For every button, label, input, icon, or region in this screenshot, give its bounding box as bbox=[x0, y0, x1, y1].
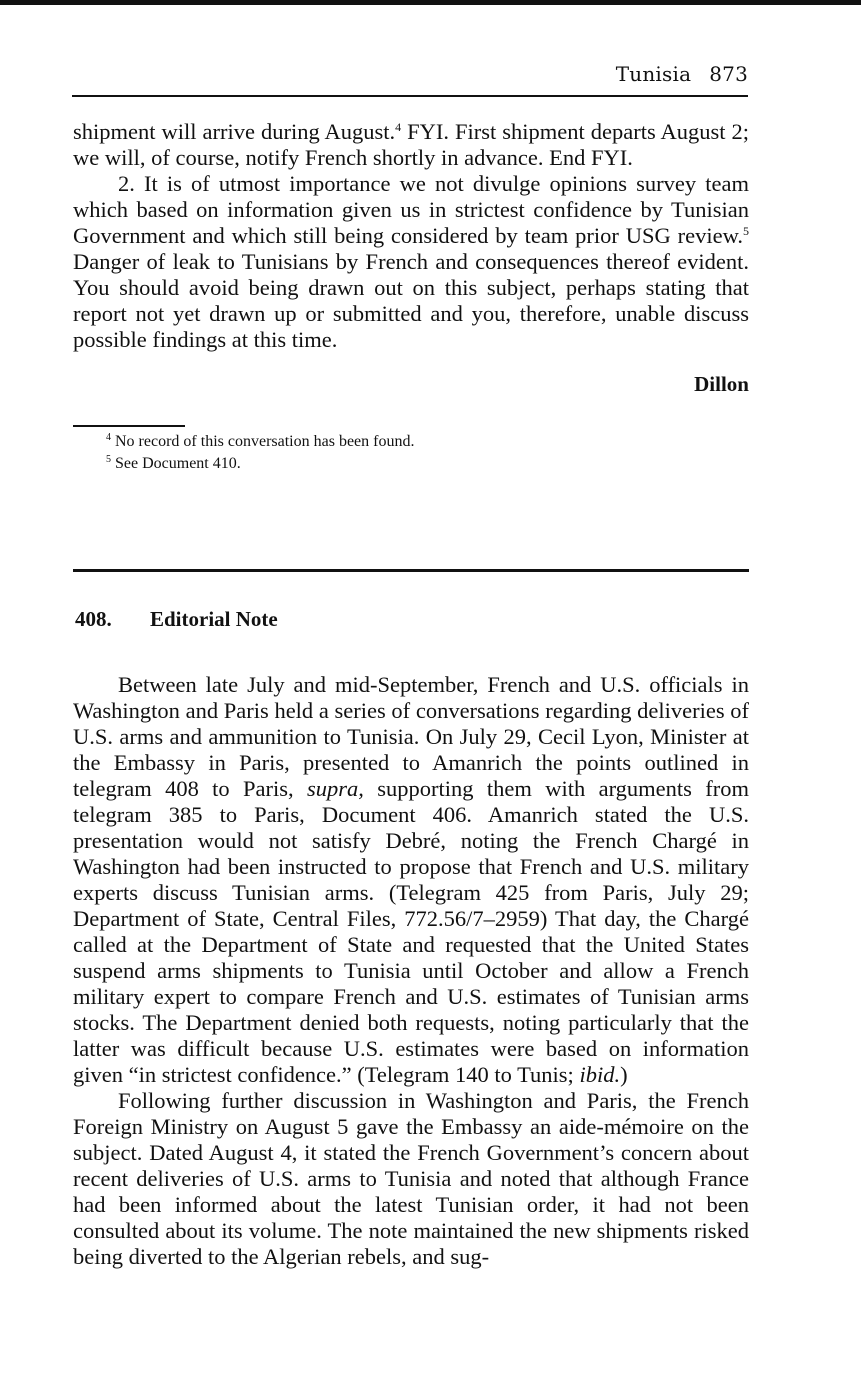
text-run: supporting them with arguments from telegram 385 to Paris, Document 406. Amanrich stated the U.S. presentation would not satisfy Debré, noting the French Chargé in Washington had been instructed to propose that French and U.S. military experts discuss Tunisian arms. (Telegram 425 from Paris, July 29; Department of State, Central Files, 772.56/7–2959) That day, the Chargé called at the Department of State and requested that the United States suspend arms shipments to Tunisia until October and allow a French military expert to compare French and U.S. estimates of Tunisian arms stocks. The Department denied both requests, noting particularly that the latter was difficult because U.S. estimates were based on information given “in strictest confidence.” (Telegram 140 to Tunis; bbox=[73, 776, 749, 1087]
editorial-note-body bbox=[73, 672, 749, 1270]
italic-text: ibid. bbox=[579, 1062, 621, 1087]
signature: Dillon bbox=[694, 372, 749, 396]
footnote-text: See Document 410. bbox=[115, 455, 241, 472]
text-run: FYI. First shipment departs August 2; we will, of course, notify French shortly in advance. End FYI. bbox=[73, 119, 749, 170]
footnote-mark: 4 bbox=[106, 432, 111, 443]
continuation-paragraph-2 bbox=[73, 171, 749, 353]
section-number: 408. bbox=[75, 607, 112, 631]
footnote-ref-4: 4 bbox=[395, 120, 402, 134]
running-head-section: Tunisia bbox=[615, 62, 692, 86]
section-rule bbox=[73, 569, 749, 572]
footnote-text: No record of this conversation has been found. bbox=[115, 433, 415, 450]
running-head-rule bbox=[72, 95, 748, 97]
footnotes bbox=[106, 431, 746, 475]
footnote-mark: 5 bbox=[106, 454, 111, 465]
footnote-5 bbox=[106, 453, 746, 475]
footnote-rule bbox=[73, 425, 185, 427]
text-run: Danger of leak to Tunisians by French and consequences thereof evident. You should avoid being drawn out on this subject, perhaps stating that report not yet drawn up or submitted and you, therefore, unable discuss possible findings at this time. bbox=[73, 249, 749, 352]
text-run: ) bbox=[620, 1062, 628, 1087]
section-heading bbox=[75, 607, 278, 632]
editorial-paragraph-1 bbox=[73, 672, 749, 1088]
page-number: 873 bbox=[709, 62, 748, 86]
page-top-border bbox=[0, 0, 861, 5]
text-run: 2. It is of utmost importance we not divulge opinions survey team which based on information given us in strictest confidence by Tunisian Government and which still being considered by team prior USG review. bbox=[73, 171, 749, 248]
section-title: Editorial Note bbox=[150, 607, 278, 631]
italic-text: supra, bbox=[307, 776, 364, 801]
footnote-4 bbox=[106, 431, 746, 453]
text-run: shipment will arrive during August. bbox=[73, 119, 396, 144]
telegram-continuation bbox=[73, 119, 749, 353]
editorial-paragraph-2: Following further discussion in Washington and Paris, the French Foreign Ministry on August 5 gave the Embassy an aide-mémoire on the subject. Dated August 4, it stated the French Government’s concern about recent deliveries of U.S. arms to Tunisia and noted that although France had been informed about the latest Tunisian order, it had not been consulted about its volume. The note maintained the new shipments risked being diverted to the Algerian rebels, and sug- bbox=[73, 1088, 749, 1269]
continuation-paragraph-1 bbox=[73, 119, 749, 171]
running-head bbox=[72, 62, 748, 86]
footnote-ref-5: 5 bbox=[743, 224, 749, 238]
text-run: Between late July and mid-September, French and U.S. officials in Washington and Paris held a series of conversations regarding deliveries of U.S. arms and ammunition to Tunisia. On July 29, Cecil Lyon, Minister at the Embassy in Paris, presented to Amanrich the points outlined in telegram 408 to Paris, bbox=[73, 672, 749, 801]
